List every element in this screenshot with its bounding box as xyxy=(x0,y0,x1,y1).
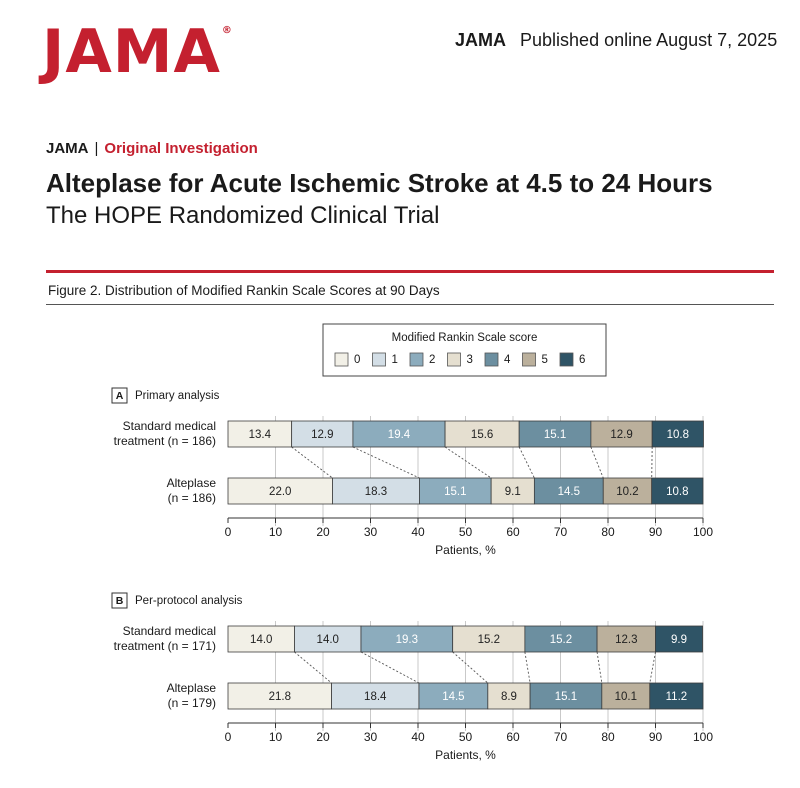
panel-a-row-1-value-mrs-3: 9.1 xyxy=(504,486,521,499)
panel-a-row-1-value-mrs-4: 14.5 xyxy=(557,486,581,499)
panel-b-x-tick-label-100: 100 xyxy=(692,730,714,745)
panel-b-x-axis-label: Patients, % xyxy=(435,748,496,763)
panel-a-row-0-label-1: Standard medical xyxy=(122,419,216,434)
legend-title: Modified Rankin Scale score xyxy=(391,332,538,345)
legend-swatch-1 xyxy=(373,353,386,366)
panel-b-row-1-label-1: Alteplase xyxy=(166,681,216,696)
panel-b-row-0-value-mrs-5: 12.3 xyxy=(615,634,638,647)
legend-label-0: 0 xyxy=(354,354,361,367)
panel-b-x-tick-label-80: 80 xyxy=(601,730,615,745)
panel-a-x-tick-label-0: 0 xyxy=(224,525,232,540)
panel-b-x-tick-label-50: 50 xyxy=(458,730,473,745)
panel-a-x-tick-label-50: 50 xyxy=(458,525,473,540)
panel-a-x-tick-label-80: 80 xyxy=(601,525,615,540)
panel-a-connector-2 xyxy=(353,447,420,478)
legend-swatch-3 xyxy=(448,353,461,366)
legend-label-3: 3 xyxy=(466,354,473,367)
panel-b-connector-2 xyxy=(361,652,419,683)
panel-b-row-0-value-mrs-1: 14.0 xyxy=(316,634,339,647)
legend-label-1: 1 xyxy=(391,354,398,367)
panel-b-row-1-value-mrs-0: 21.8 xyxy=(268,691,291,704)
panel-b-row-1-label-2: (n = 179) xyxy=(167,696,216,711)
section-category: Original Investigation xyxy=(104,140,258,157)
panel-a-row-1-label-2: (n = 186) xyxy=(167,491,216,506)
journal-name: JAMA xyxy=(455,30,507,50)
panel-b-row-1-value-mrs-4: 15.1 xyxy=(554,691,578,704)
panel-a-row-0-value-mrs-0: 13.4 xyxy=(248,429,272,442)
figure-title: Figure 2. Distribution of Modified Rankin Scale Scores at 90 Days xyxy=(48,283,440,298)
panel-a-row-1-value-mrs-0: 22.0 xyxy=(269,486,292,499)
panel-b-row-1-value-mrs-1: 18.4 xyxy=(364,691,387,704)
panel-b-connector-6 xyxy=(650,652,656,683)
panel-b-connector-1 xyxy=(295,652,332,683)
legend-label-2: 2 xyxy=(429,354,436,367)
panel-a-row-1-value-mrs-2: 15.1 xyxy=(444,486,467,499)
panel-a-connector-4 xyxy=(519,447,534,478)
panel-b-x-tick-label-70: 70 xyxy=(553,730,568,745)
panel-a-row-0-value-mrs-1: 12.9 xyxy=(311,429,334,442)
panel-a-connector-1 xyxy=(292,447,333,478)
panel-b-letter: B xyxy=(115,594,124,607)
legend-label-4: 4 xyxy=(504,354,511,367)
panel-b-row-1-value-mrs-5: 10.1 xyxy=(614,691,638,704)
panel-a-x-tick-label-70: 70 xyxy=(553,525,568,540)
panel-b-title: Per-protocol analysis xyxy=(135,595,243,608)
panel-b-row-0-value-mrs-4: 15.2 xyxy=(549,634,573,647)
jama-logo: JAMA® xyxy=(42,17,233,87)
panel-a-row-1-label-1: Alteplase xyxy=(166,476,216,491)
panel-b-row-0-value-mrs-3: 15.2 xyxy=(477,634,500,647)
panel-a-row-0-value-mrs-3: 15.6 xyxy=(470,429,494,442)
panel-a-row-0-value-mrs-6: 10.8 xyxy=(666,429,690,442)
panel-a-x-tick-label-100: 100 xyxy=(692,525,714,540)
article-subtitle: The HOPE Randomized Clinical Trial xyxy=(46,202,440,229)
legend-swatch-2 xyxy=(410,353,423,366)
publication-date: Published online August 7, 2025 xyxy=(520,30,778,50)
panel-b-x-tick-label-90: 90 xyxy=(648,730,663,745)
panel-a-x-tick-label-30: 30 xyxy=(363,525,378,540)
panel-a-row-1-value-mrs-6: 10.8 xyxy=(666,486,689,499)
panel-b-row-0-label-1: Standard medical xyxy=(122,624,216,639)
panel-b-x-tick-label-20: 20 xyxy=(316,730,330,745)
panel-a-connector-3 xyxy=(445,447,491,478)
panel-a-row-1-value-mrs-5: 10.2 xyxy=(616,486,639,499)
panel-a-x-tick-label-20: 20 xyxy=(316,525,330,540)
panel-b-connector-5 xyxy=(597,652,602,683)
panel-a-row-0-value-mrs-4: 15.1 xyxy=(543,429,567,442)
article-title: Alteplase for Acute Ischemic Stroke at 4.5 to 24 Hours xyxy=(46,168,713,198)
panel-b-row-1-value-mrs-3: 8.9 xyxy=(500,691,517,704)
panel-b-row-0-value-mrs-0: 14.0 xyxy=(250,634,273,647)
panel-b-row-0-value-mrs-6: 9.9 xyxy=(671,634,688,647)
panel-b-row-1-value-mrs-2: 14.5 xyxy=(442,691,465,704)
legend-swatch-5 xyxy=(523,353,536,366)
panel-b-connector-4 xyxy=(525,652,530,683)
panel-b-x-tick-label-10: 10 xyxy=(268,730,283,745)
panel-b-x-tick-label-30: 30 xyxy=(363,730,378,745)
panel-a-row-0-value-mrs-5: 12.9 xyxy=(610,429,633,442)
panel-b-row-1-value-mrs-6: 11.2 xyxy=(665,691,688,704)
legend-swatch-4 xyxy=(485,353,498,366)
panel-a-row-0-label-2: treatment (n = 186) xyxy=(113,434,216,449)
legend-label-6: 6 xyxy=(579,354,586,367)
panel-b-row-0-value-mrs-2: 19.3 xyxy=(395,634,419,647)
panel-a-connector-5 xyxy=(591,447,603,478)
panel-a-title: Primary analysis xyxy=(135,390,220,403)
panel-b-x-tick-label-60: 60 xyxy=(506,730,520,745)
panel-b-x-tick-label-0: 0 xyxy=(224,730,232,745)
panel-a-x-tick-label-90: 90 xyxy=(648,525,663,540)
section-separator: | xyxy=(94,140,99,157)
panel-b-connector-3 xyxy=(453,652,488,683)
legend-swatch-0 xyxy=(335,353,348,366)
section-journal: JAMA xyxy=(46,140,89,157)
panel-a-row-1-value-mrs-1: 18.3 xyxy=(364,486,388,499)
panel-b-row-0-label-2: treatment (n = 171) xyxy=(113,639,216,654)
legend-label-5: 5 xyxy=(541,354,548,367)
panel-a-x-axis-label: Patients, % xyxy=(435,543,496,558)
panel-a-x-tick-label-10: 10 xyxy=(268,525,283,540)
panel-a-x-tick-label-60: 60 xyxy=(506,525,520,540)
panel-b-x-tick-label-40: 40 xyxy=(411,730,425,745)
legend-swatch-6 xyxy=(560,353,573,366)
panel-a-row-0-value-mrs-2: 19.4 xyxy=(387,429,411,442)
panel-a-letter: A xyxy=(115,389,124,402)
panel-a-x-tick-label-40: 40 xyxy=(411,525,425,540)
